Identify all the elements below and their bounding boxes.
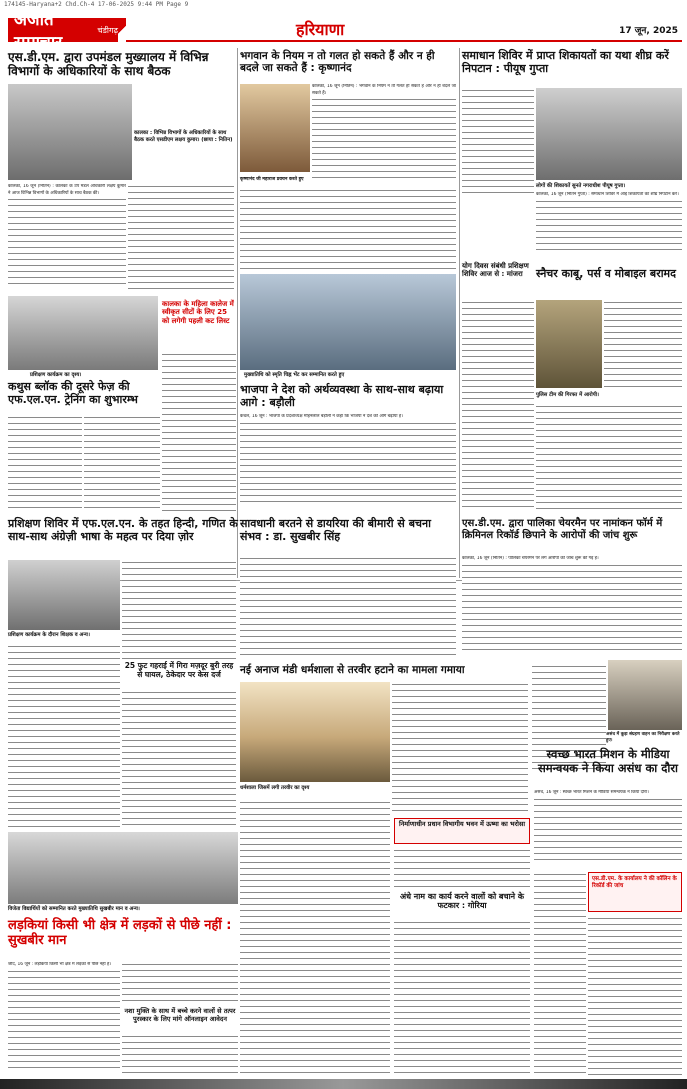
issue-date: 17 जून, 2025 bbox=[619, 26, 678, 36]
body-s16 bbox=[394, 848, 530, 888]
body-s14-col2 bbox=[122, 962, 238, 1006]
body-s10 bbox=[240, 556, 456, 658]
body-s18-lead: असंध, 16 जून : स्वच्छ भारत मिशन के मीडिया समन्वयक ने किया दौरा। bbox=[534, 790, 649, 795]
print-slug: 174145-Haryana+2 Chd.Ch-4 17-06-2025 9:44 PM Page 9 bbox=[4, 1, 189, 8]
headline-s11: एस.डी.एम. द्वारा पालिका चेयरमैन पर नामांकन फॉर्म में क्रिमिनल रिकॉर्ड छिपाने के आरोपों की जांच शुरू bbox=[462, 518, 663, 541]
body-s5 bbox=[162, 352, 236, 512]
body-s11-lead: कालका, 16 जून (नितिन) : पालिका चेयरमैन पर लगे आरोपों की जांच शुरू की गई है। bbox=[462, 556, 599, 561]
body-s3-col2 bbox=[536, 192, 682, 262]
caption-s3: लोगों की शिकायतें सुनते नगराधीश पीयूष गुप्ता। bbox=[536, 183, 626, 189]
body-s18-lines bbox=[534, 797, 682, 863]
body-s1 bbox=[8, 184, 126, 289]
photo-ceremony bbox=[240, 274, 456, 370]
body-s3-lead: कालका, 16 जून (नितिन गुप्ता) : समाधान शिविर में आई शिकायतों का शीघ्र निपटान करें। bbox=[536, 192, 679, 197]
body-s7 bbox=[604, 300, 682, 390]
photo-camp bbox=[536, 88, 682, 180]
caption-s7: पुलिस टीम की गिरफ्त में आरोपी। bbox=[536, 392, 599, 398]
logo-edge-shape bbox=[118, 18, 126, 42]
headline-s9: प्रशिक्षण शिविर में एफ.एल.एन. के तहत हिन्दी, गणित के साथ-साथ अंग्रेज़ी भाषा के महत्व पर दिया ज़ोर bbox=[8, 517, 238, 543]
body-s1-lines bbox=[8, 197, 126, 287]
body-s18 bbox=[534, 790, 682, 870]
highlight-box-s19 bbox=[588, 872, 682, 912]
body-s2-lines bbox=[312, 97, 456, 183]
body-s2-more bbox=[240, 188, 456, 270]
photo-dharamshala bbox=[240, 682, 390, 782]
body-s11 bbox=[462, 556, 682, 658]
highlight-box-s16 bbox=[394, 818, 530, 844]
body-s14-lead: जींद, 16 जून : लड़कियां किसी भी क्षेत्र में लड़कों से पीछे नहीं हैं। bbox=[8, 962, 111, 967]
headline-s3: समाधान शिविर में प्राप्त शिकायतों का यथा शीघ्र करें निपटान : पीयूष गुप्ता bbox=[462, 49, 669, 75]
photo-students bbox=[8, 832, 238, 904]
caption-s14: विजेता विद्यार्थियों को सम्मानित करते मुख्यातिथि सुखबीर मान व अन्य। bbox=[8, 906, 140, 912]
body-s18-col bbox=[534, 872, 586, 1078]
headline-s10: सावधानी बरतने से डायरिया की बीमारी से बचना संभव : डा. सुखबीर सिंह bbox=[240, 517, 431, 543]
body-s1-col2 bbox=[128, 184, 234, 289]
headline-s14: लड़कियां किसी भी क्षेत्र में लड़कों से पीछे नहीं : सुखबीर मान bbox=[8, 918, 232, 949]
newspaper-logo bbox=[8, 10, 118, 53]
caption-s9: प्रशिक्षण कार्यक्रम के दौरान शिक्षक व अन्य। bbox=[8, 632, 90, 638]
body-s17 bbox=[394, 920, 530, 1078]
headline-s13: नई अनाज मंडी धर्मशाला से तरवीर हटाने का मामला गमाया bbox=[240, 664, 465, 676]
headline-s6: योग दिवस संबंधी प्रशिक्षण शिविर आज से : मांजरा bbox=[462, 262, 529, 279]
body-s7-more bbox=[536, 404, 682, 512]
body-s3-lines bbox=[536, 199, 682, 253]
body-s14-lines bbox=[8, 969, 120, 1069]
body-s1-lead: कालका, 16 जून (नितिन) : कालका के उप मंडल अधिकारी लक्षय कुमार ने आज विभिन्न विभागों के अधिकारियों के साथ बैठक की। bbox=[8, 184, 126, 196]
body-s6 bbox=[462, 300, 534, 512]
body-s15 bbox=[122, 1034, 238, 1078]
masthead bbox=[8, 10, 682, 53]
headline-s5: कालका के महिला कालेज में स्वीकृत सीटों के लिए 25 को लगेगी पहली कट लिस्ट bbox=[162, 300, 234, 325]
body-s14 bbox=[8, 962, 120, 1078]
headline-s19: एस.डी.एम. के कार्यालय ने की कॉलिन के रिकॉर्ड की जांच bbox=[592, 876, 677, 889]
body-s12 bbox=[122, 690, 236, 828]
headline-s12: 25 फुट गहराई में गिरा मज़दूर बुरी तरह से घायल, ठेकेदार पर केस दर्ज bbox=[124, 661, 234, 679]
body-s4-col2 bbox=[84, 415, 160, 511]
logo-text: अजीत समाचार bbox=[14, 10, 63, 53]
headline-s7: स्नैचर काबू, पर्स व मोबाइल बरामद bbox=[536, 267, 676, 280]
body-s11-lines bbox=[462, 563, 682, 651]
photo-truck bbox=[608, 660, 682, 730]
caption-s2: कृष्णानंद जी महाराज प्रवचन करते हुए bbox=[240, 177, 304, 182]
photo-meeting bbox=[8, 84, 132, 180]
body-s3 bbox=[462, 88, 534, 198]
caption-s13: धर्मशाला जिसमें लगी तरवीर का दृश्य bbox=[240, 785, 310, 791]
section-title: हरियाणा bbox=[296, 20, 345, 39]
headline-s15: नशा मुक्ति के साथ में बच्चे करने वालों से तत्पर पुरस्कार के लिए मांगे ऑनलाइन आवेदन bbox=[124, 1007, 236, 1023]
page-footer-bar bbox=[0, 1079, 687, 1089]
photo-speaker bbox=[240, 84, 310, 172]
body-s4 bbox=[8, 415, 82, 511]
body-s2-lead: कालका, 16 जून (नितिन) : भगवान के नियम न तो गलत हो सकते हैं और न ही बदले जा सकते हैं। bbox=[312, 84, 456, 96]
headline-s18: स्वच्छ भारत मिशन के मीडिया समन्वयक ने किया असंध का दौरा bbox=[537, 747, 679, 775]
headline-s16: निर्माणाधीन प्रधान विभागीय भवन में ऊष्मा का भरोसा bbox=[398, 820, 526, 828]
headline-s17: अंधे नाम का कार्य करने वालों को बचाने के फटकार : गोरिया bbox=[399, 892, 525, 911]
caption-s8: मुख्यातिथि को स्मृति चिह्न भेंट कर सम्मानित करते हुए bbox=[244, 372, 345, 378]
body-s9 bbox=[8, 644, 120, 828]
body-s2 bbox=[312, 84, 456, 184]
photo-teachers bbox=[8, 560, 120, 630]
body-s13-more bbox=[240, 800, 390, 1078]
caption-s1: कालका : विभिन्न विभागों के अधिकारियों के साथ बैठक करते एसडीएम लक्षय कुमार। (छाया : नितिन) bbox=[134, 130, 233, 143]
photo-police bbox=[536, 300, 602, 388]
photo-training bbox=[8, 296, 158, 370]
section-band bbox=[126, 18, 682, 42]
headline-s1: एस.डी.एम. द्वारा उपमंडल मुख्यालय में विभिन्न विभागों के अधिकारियों के साथ बैठक bbox=[8, 50, 209, 79]
headline-s2: भगवान के नियम न तो गलत हो सकते हैं और न ही बदले जा सकते हैं : कृष्णानंद bbox=[240, 50, 435, 75]
headline-s8: भाजपा ने देश को अर्थव्यवस्था के साथ-साथ बढ़ाया आगे : बड़ौली bbox=[240, 383, 444, 409]
body-s9-col2 bbox=[122, 560, 236, 660]
body-s8-lines bbox=[240, 421, 456, 505]
body-s18-col2 bbox=[588, 916, 682, 1078]
body-s8-lead: कैथल, 16 जून : भाजपा के प्रदेशाध्यक्ष मोहनलाल बड़ौली ने कहा कि भाजपा ने देश को आगे बढ़ाया है। bbox=[240, 414, 403, 419]
logo-city: चंडीगढ़ bbox=[97, 25, 118, 35]
column-rule bbox=[237, 48, 238, 578]
body-s8 bbox=[240, 414, 456, 512]
caption-s18: असंध में कूड़ा संग्रहण वाहन का निरीक्षण करते हुए। bbox=[606, 732, 680, 743]
headline-s4: कथुस ब्लॉक की दूसरे फेज़ की एफ.एल.एन. ट्रेनिंग का शुभारम्भ bbox=[8, 380, 138, 406]
caption-s4: प्रशिक्षण कार्यक्रम का दृश्य। bbox=[30, 372, 82, 378]
column-rule bbox=[459, 48, 460, 578]
body-s13 bbox=[392, 682, 528, 814]
